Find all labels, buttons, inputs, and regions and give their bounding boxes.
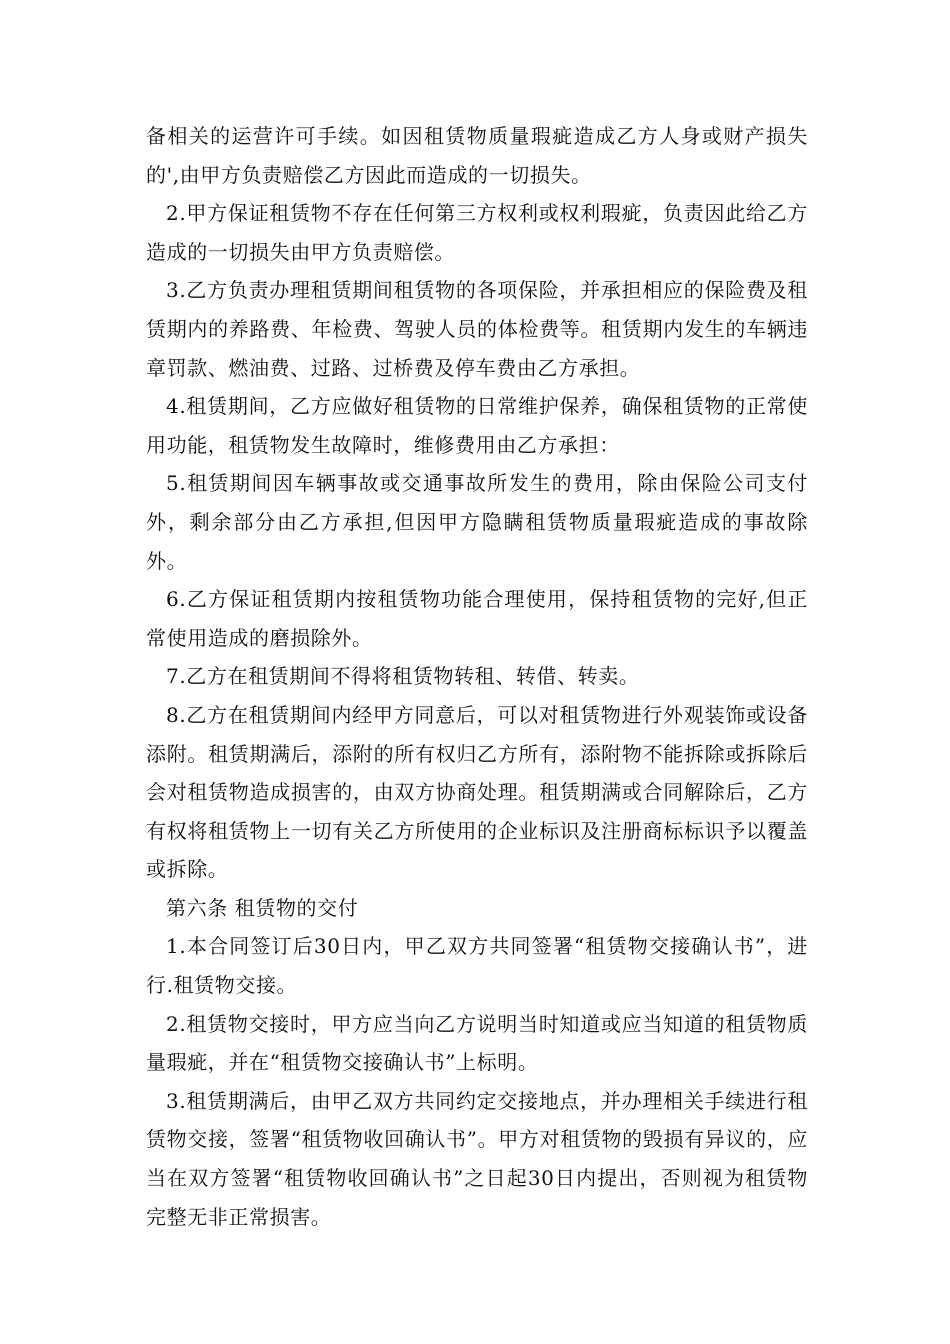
delivery-clause-3: 3.租赁期满后，由甲乙双方共同约定交接地点，并办理相关手续进行租赁物交接，签署“租赁物收回确认书”。甲方对租赁物的毁损有异议的，应当在双方签署“租赁物收回确认书”之日起30日内提出，否则视为租赁物完整无非正常损害。	[146, 1088, 808, 1229]
clause-3: 3.乙方负责办理租赁期间租赁物的各项保险，并承担相应的保险费及租赁期内的养路费、年检费、驾驶人员的体检费等。租赁期内发生的车辆违章罚款、燃油费、过路、过桥费及停车费由乙方承担。	[146, 278, 808, 380]
clause-5: 5.租赁期间因车辆事故或交通事故所发生的费用，除由保险公司支付外，剩余部分由乙方承担,但因甲方隐瞒租赁物质量瑕疵造成的事故除外。	[146, 471, 808, 573]
clause-4: 4.租赁期间，乙方应做好租赁物的日常维护保养，确保租赁物的正常使用功能，租赁物发生故障时，维修费用由乙方承担：	[146, 394, 808, 457]
delivery-clause-1: 1.本合同签订后30日内，甲乙双方共同签署“租赁物交接确认书”，进行.租赁物交接。	[146, 934, 808, 998]
clause-6: 6.乙方保证租赁期内按租赁物功能合理使用，保持租赁物的完好,但正常使用造成的磨损除外。	[146, 587, 808, 650]
clause-7: 7.乙方在租赁期间不得将租赁物转租、转借、转卖。	[166, 664, 640, 689]
delivery-clause-2: 2.租赁物交接时，甲方应当向乙方说明当时知道或应当知道的租赁物质量瑕疵，并在“租赁物交接确认书”上标明。	[146, 1011, 808, 1075]
clause-2: 2.甲方保证租赁物不存在任何第三方权利或权利瑕疵，负责因此给乙方造成的一切损失由甲方负责赔偿。	[146, 201, 808, 264]
clause-8: 8.乙方在租赁期间内经甲方同意后，可以对租赁物进行外观装饰或设备添附。租赁期满后，添附的所有权归乙方所有，添附物不能拆除或拆除后会对租赁物造成损害的，由双方协商处理。租赁期满或合同解除后，乙方有权将租赁物上一切有关乙方所使用的企业标识及注册商标标识予以覆盖或拆除。	[146, 702, 808, 882]
paragraph-continuation: 备相关的运营许可手续。如因租赁物质量瑕疵造成乙方人身或财产损失的',由甲方负责赔偿乙方因此而造成的一切损失。	[146, 124, 808, 187]
document-page	[146, 117, 808, 1236]
section-heading: 第六条 租赁物的交付	[166, 895, 359, 920]
